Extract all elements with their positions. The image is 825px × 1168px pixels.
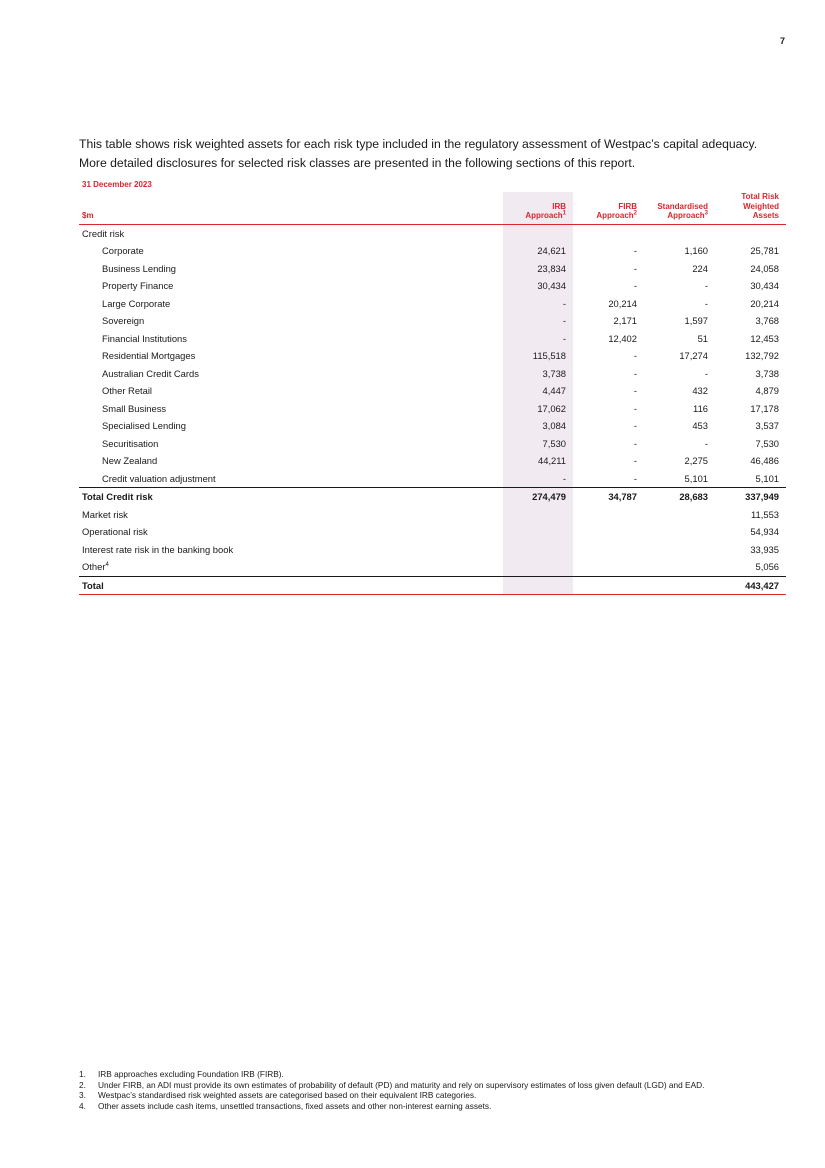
header-irb <box>503 192 573 224</box>
cell-firb: - <box>633 245 637 257</box>
cell-standardised: 17,274 <box>679 350 708 362</box>
header-firb-footnote-ref: 2 <box>633 210 637 217</box>
cell-standardised: - <box>704 437 708 449</box>
row-label: Large Corporate <box>102 297 171 309</box>
row-label: Business Lending <box>102 262 177 274</box>
footnote-ref: 4 <box>105 562 109 569</box>
cell-irb: 3,738 <box>503 365 573 383</box>
cell-total: 12,453 <box>750 332 779 344</box>
footnote-text: Under FIRB, an ADI must provide its own estimates of probability of default (PD) and maturity and rely on supervisory estimates of loss given default (LGD) and EAD. <box>98 1079 705 1090</box>
header-irb-footnote-ref: 1 <box>562 210 566 217</box>
header-std-line1: Standardised <box>657 201 708 211</box>
row-label: Market risk <box>82 508 128 520</box>
table-row <box>79 452 786 470</box>
cell-total: 7,530 <box>755 437 779 449</box>
header-irb-line2: Approach <box>525 211 563 220</box>
intro-line-2: More detailed disclosures for selected risk classes are presented in the following sections of this report. <box>79 155 636 170</box>
header-total-line3: Assets <box>752 211 779 220</box>
table-row <box>79 558 786 576</box>
table-row <box>79 312 786 330</box>
table-cell <box>644 558 715 576</box>
table-cell <box>573 558 644 576</box>
footnote-number: 4. <box>79 1100 86 1111</box>
table-cell <box>715 224 786 242</box>
footnote-text: IRB approaches excluding Foundation IRB (FIRB). <box>98 1069 284 1079</box>
header-std-line2: Approach <box>667 211 705 220</box>
row-label: Other <box>82 561 106 573</box>
cell-total: 3,537 <box>755 420 779 432</box>
table-cell <box>503 523 573 541</box>
table-cell <box>503 541 573 559</box>
cell-firb: - <box>633 420 637 432</box>
cell-irb: 4,447 <box>503 382 573 400</box>
table-row <box>79 277 786 295</box>
intro-paragraph <box>79 135 789 172</box>
table-row <box>79 523 786 541</box>
header-units: $m <box>79 192 503 224</box>
cell-firb: - <box>633 280 637 292</box>
header-standardised <box>644 192 715 224</box>
cell-total: 4,879 <box>755 385 779 397</box>
cell-standardised: 224 <box>692 262 708 274</box>
table-cell <box>644 541 715 559</box>
table-row <box>79 382 786 400</box>
cell-total: 54,934 <box>750 526 779 538</box>
table-row <box>79 400 786 418</box>
footnote-number: 3. <box>79 1090 86 1100</box>
cell-firb: - <box>633 385 637 397</box>
intro-line-1: This table shows risk weighted assets for each risk type included in the regulatory assessment of Westpac’s capital adequacy. <box>79 137 758 151</box>
row-label: Residential Mortgages <box>102 350 196 362</box>
cell-firb: - <box>633 402 637 414</box>
row-label: Credit valuation adjustment <box>102 472 216 484</box>
cell-standardised: 5,101 <box>684 472 708 484</box>
cell-firb: - <box>633 455 637 467</box>
footnote-number: 2. <box>79 1079 86 1090</box>
cell-standardised: 453 <box>692 420 708 432</box>
cell-total: 20,214 <box>750 297 779 309</box>
cell-standardised: 116 <box>693 402 708 414</box>
rwa-table <box>79 192 786 595</box>
header-total-line2: Weighted <box>743 201 779 211</box>
table-cell <box>573 506 644 524</box>
row-label: Specialised Lending <box>102 420 186 432</box>
table-cell <box>503 576 573 595</box>
cell-firb: 2,171 <box>613 315 637 327</box>
table-row <box>79 435 786 453</box>
table-cell <box>573 523 644 541</box>
cell-irb: 23,834 <box>503 260 573 278</box>
section-label: Credit risk <box>82 227 125 239</box>
table-cell <box>503 224 573 242</box>
cell-firb: - <box>633 262 637 274</box>
footnote-number: 1. <box>79 1069 86 1079</box>
cell-firb: - <box>633 472 637 484</box>
cell-standardised: 1,597 <box>684 315 708 327</box>
row-label: Total <box>79 576 503 595</box>
header-firb-line1: FIRB <box>618 201 637 211</box>
footnote <box>79 1080 789 1091</box>
cell-total: 3,768 <box>755 315 779 327</box>
cell-total: 17,178 <box>750 402 779 414</box>
table-cell <box>644 506 715 524</box>
cell-irb: - <box>503 295 573 313</box>
header-std-footnote-ref: 3 <box>704 210 708 217</box>
table-row <box>79 365 786 383</box>
rwa-table-container <box>79 192 786 595</box>
table-body <box>79 224 786 595</box>
cell-standardised: - <box>704 297 708 309</box>
cell-total: 24,058 <box>750 262 779 274</box>
cell-total: 443,427 <box>715 576 786 595</box>
table-row <box>79 242 786 260</box>
footnote <box>79 1069 789 1080</box>
grand-total-row <box>79 576 786 595</box>
cell-irb: - <box>503 330 573 348</box>
section-row-credit-risk <box>79 224 786 242</box>
table-cell <box>573 541 644 559</box>
table-header-row <box>79 192 786 224</box>
cell-total: 33,935 <box>750 543 779 555</box>
cell-total: 3,738 <box>755 367 779 379</box>
cell-firb: - <box>633 350 637 362</box>
table-row <box>79 330 786 348</box>
cell-irb: 115,518 <box>503 347 573 365</box>
table-row <box>79 260 786 278</box>
table-cell <box>644 576 715 595</box>
row-label: Interest rate risk in the banking book <box>82 543 234 555</box>
header-irb-line1: IRB <box>552 201 566 211</box>
table-date-label: 31 December 2023 <box>82 180 152 189</box>
cell-total: 5,056 <box>755 561 779 573</box>
cell-standardised: - <box>704 280 708 292</box>
cell-standardised: 28,683 <box>644 488 715 506</box>
cell-standardised: 432 <box>692 385 708 397</box>
cell-irb: - <box>503 312 573 330</box>
row-label: Small Business <box>102 402 167 414</box>
row-label: Operational risk <box>82 526 148 538</box>
row-label: New Zealand <box>102 455 158 467</box>
cell-irb: 274,479 <box>503 488 573 506</box>
cell-standardised: - <box>704 367 708 379</box>
cell-standardised: 51 <box>697 332 708 344</box>
cell-irb: 30,434 <box>503 277 573 295</box>
header-firb <box>573 192 644 224</box>
row-label: Corporate <box>102 245 144 257</box>
table-row <box>79 470 786 488</box>
footnote-text: Other assets include cash items, unsettled transactions, fixed assets and other non-interest earning assets. <box>98 1100 492 1111</box>
cell-total: 25,781 <box>750 245 779 257</box>
footnotes <box>79 1069 789 1111</box>
cell-irb: 7,530 <box>503 435 573 453</box>
cell-irb: - <box>503 470 573 488</box>
row-label: Property Finance <box>102 280 174 292</box>
table-row <box>79 506 786 524</box>
cell-irb: 44,211 <box>503 452 573 470</box>
cell-standardised: 1,160 <box>684 245 708 257</box>
cell-standardised: 2,275 <box>684 455 708 467</box>
row-label: Australian Credit Cards <box>102 367 199 379</box>
table-cell <box>573 576 644 595</box>
row-label: Securitisation <box>102 437 159 449</box>
cell-total: 30,434 <box>750 280 779 292</box>
table-cell <box>503 506 573 524</box>
page-number: 7 <box>779 36 785 46</box>
table-cell <box>573 224 644 242</box>
row-label: Sovereign <box>102 315 145 327</box>
header-total-line1: Total Risk <box>741 192 779 201</box>
cell-total: 337,949 <box>715 488 786 506</box>
table-row <box>79 295 786 313</box>
table-row <box>79 347 786 365</box>
cell-firb: 12,402 <box>608 332 637 344</box>
row-label: Financial Institutions <box>102 332 187 344</box>
table-row <box>79 541 786 559</box>
footnote <box>79 1101 789 1112</box>
header-firb-line2: Approach <box>596 211 634 220</box>
table-row <box>79 417 786 435</box>
table-cell <box>503 558 573 576</box>
table-cell <box>644 224 715 242</box>
cell-irb: 3,084 <box>503 417 573 435</box>
row-label: Total Credit risk <box>79 488 503 506</box>
cell-total: 46,486 <box>750 455 779 467</box>
cell-irb: 17,062 <box>503 400 573 418</box>
cell-firb: 20,214 <box>608 297 637 309</box>
cell-total: 11,553 <box>751 508 779 520</box>
cell-firb: - <box>633 437 637 449</box>
footnote <box>79 1090 789 1101</box>
footnote-text: Westpac’s standardised risk weighted assets are categorised based on their equivalent IRB categories. <box>98 1090 477 1100</box>
row-label-cell <box>79 558 503 576</box>
cell-irb: 24,621 <box>503 242 573 260</box>
cell-firb: 34,787 <box>573 488 644 506</box>
total-credit-risk-row <box>79 488 786 506</box>
table-cell <box>644 523 715 541</box>
row-label: Other Retail <box>102 385 153 397</box>
cell-total: 132,792 <box>745 350 779 362</box>
cell-total: 5,101 <box>755 472 779 484</box>
header-total-rwa <box>715 192 786 224</box>
cell-firb: - <box>633 367 637 379</box>
